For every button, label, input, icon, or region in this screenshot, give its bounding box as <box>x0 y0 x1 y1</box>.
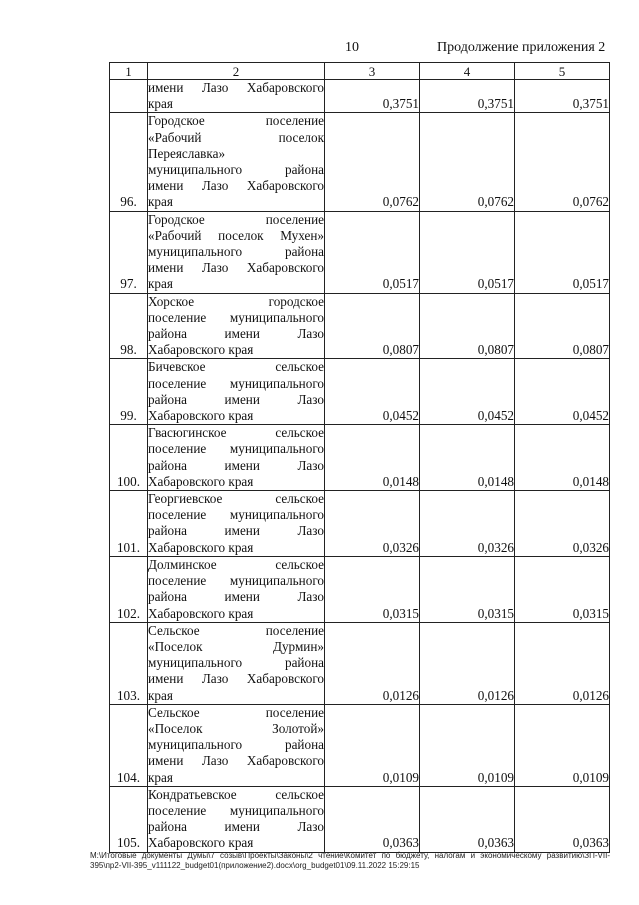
table-row <box>110 491 610 557</box>
value-col-3: 0,0109 <box>325 704 420 786</box>
settlement-name-line: «Рабочий поселок <box>148 129 324 145</box>
column-header: 2 <box>148 63 325 80</box>
settlement-name-line: Хабаровского края <box>148 408 254 424</box>
table-row <box>110 704 610 786</box>
settlement-name <box>148 293 325 359</box>
settlement-name-line: имени Лазо Хабаровского <box>148 671 324 687</box>
settlement-name <box>148 425 325 491</box>
table-row <box>110 113 610 211</box>
value-col-5: 0,0517 <box>515 211 610 293</box>
value-col-5: 0,0452 <box>515 359 610 425</box>
settlement-name-line: муниципального района <box>148 162 324 178</box>
value-col-3: 0,3751 <box>325 80 420 113</box>
value-col-3: 0,0452 <box>325 359 420 425</box>
settlement-name-line: края <box>148 276 173 292</box>
row-number: 98. <box>110 293 148 359</box>
table-row <box>110 425 610 491</box>
data-table <box>109 62 610 853</box>
row-number: 102. <box>110 556 148 622</box>
value-col-5: 0,0326 <box>515 491 610 557</box>
settlement-name-line: «Рабочий поселок Мухен» <box>148 227 324 243</box>
value-col-3: 0,0762 <box>325 113 420 211</box>
settlement-name-line: поселение муниципального <box>148 507 324 523</box>
row-number: 103. <box>110 622 148 704</box>
settlement-name <box>148 113 325 211</box>
row-number: 105. <box>110 786 148 852</box>
appendix-label: Продолжение приложения 2 <box>437 40 606 55</box>
value-col-5: 0,0148 <box>515 425 610 491</box>
settlement-name <box>148 80 325 113</box>
settlement-name <box>148 704 325 786</box>
column-header: 4 <box>420 63 515 80</box>
value-col-3: 0,0363 <box>325 786 420 852</box>
table-row <box>110 359 610 425</box>
settlement-name-line: Хабаровского края <box>148 835 254 851</box>
column-header: 1 <box>110 63 148 80</box>
value-col-3: 0,0315 <box>325 556 420 622</box>
settlement-name-line: муниципального района <box>148 244 324 260</box>
settlement-name-line: муниципального района <box>148 737 324 753</box>
value-col-3: 0,0326 <box>325 491 420 557</box>
settlement-name-line: края <box>148 194 173 210</box>
settlement-name-line: Городское поселение <box>148 211 324 227</box>
settlement-name-line: Городское поселение <box>148 113 324 129</box>
settlement-name-line: района имени Лазо <box>148 391 324 407</box>
document-path-footer: М:\Итоговые документы Думы\7 созыв\Проекты\Законы\2 чтение\Комитет по бюджету, налогам и экономическому развитию\ЗП-VII-395\пр2-VII-395_v111122_budget01(приложение2).docx\org_budget01\09.11.2022 15:29:15 <box>90 851 610 870</box>
table-row <box>110 211 610 293</box>
value-col-5: 0,0109 <box>515 704 610 786</box>
settlement-name-line: муниципального района <box>148 655 324 671</box>
value-col-4: 0,3751 <box>420 80 515 113</box>
settlement-name <box>148 622 325 704</box>
settlement-name-line: края <box>148 769 173 785</box>
settlement-name-line: Хабаровского края <box>148 342 254 358</box>
column-header: 5 <box>515 63 610 80</box>
settlement-name <box>148 491 325 557</box>
value-col-4: 0,0148 <box>420 425 515 491</box>
column-header: 3 <box>325 63 420 80</box>
value-col-3: 0,0148 <box>325 425 420 491</box>
settlement-name-line: Георгиевское сельское <box>148 491 324 507</box>
page-header <box>0 40 639 60</box>
row-number: 104. <box>110 704 148 786</box>
settlement-name-line: Бичевское сельское <box>148 359 324 375</box>
value-col-3: 0,0517 <box>325 211 420 293</box>
value-col-4: 0,0109 <box>420 704 515 786</box>
settlement-name-line: Хабаровского края <box>148 539 254 555</box>
table-body <box>110 80 610 853</box>
value-col-3: 0,0807 <box>325 293 420 359</box>
table-header-row <box>110 63 610 80</box>
value-col-5: 0,0363 <box>515 786 610 852</box>
value-col-4: 0,0126 <box>420 622 515 704</box>
settlement-name-line: края <box>148 687 173 703</box>
table-row <box>110 556 610 622</box>
settlement-name-line: Переяславка» <box>148 145 226 161</box>
settlement-name-line: имени Лазо Хабаровского <box>148 260 324 276</box>
value-col-4: 0,0807 <box>420 293 515 359</box>
value-col-4: 0,0762 <box>420 113 515 211</box>
row-number <box>110 80 148 113</box>
value-col-4: 0,0326 <box>420 491 515 557</box>
table-row <box>110 80 610 113</box>
value-col-5: 0,0315 <box>515 556 610 622</box>
settlement-name <box>148 556 325 622</box>
row-number: 100. <box>110 425 148 491</box>
settlement-name-line: Гвасюгинское сельское <box>148 425 324 441</box>
row-number: 99. <box>110 359 148 425</box>
value-col-4: 0,0452 <box>420 359 515 425</box>
settlement-name-line: края <box>148 96 173 112</box>
settlement-name-line: Сельское поселение <box>148 704 324 720</box>
settlement-name-line: Хабаровского края <box>148 605 254 621</box>
settlement-name-line: Сельское поселение <box>148 622 324 638</box>
settlement-name-line: поселение муниципального <box>148 375 324 391</box>
settlement-name-line: поселение муниципального <box>148 573 324 589</box>
table-row <box>110 293 610 359</box>
settlement-name-line: Хабаровского края <box>148 473 254 489</box>
value-col-5: 0,0126 <box>515 622 610 704</box>
row-number: 101. <box>110 491 148 557</box>
settlement-name-line: имени Лазо Хабаровского <box>148 753 324 769</box>
settlement-name-line: имени Лазо Хабаровского <box>148 178 324 194</box>
settlement-name-line: «Поселок Дурмин» <box>148 638 324 654</box>
table-row <box>110 786 610 852</box>
settlement-name-line: района имени Лазо <box>148 326 324 342</box>
row-number: 96. <box>110 113 148 211</box>
value-col-4: 0,0517 <box>420 211 515 293</box>
settlement-name-line: Долминское сельское <box>148 556 324 572</box>
value-col-3: 0,0126 <box>325 622 420 704</box>
settlement-name-line: поселение муниципального <box>148 309 324 325</box>
settlement-name-line: поселение муниципального <box>148 802 324 818</box>
value-col-4: 0,0363 <box>420 786 515 852</box>
value-col-5: 0,3751 <box>515 80 610 113</box>
settlement-name-line: имени Лазо Хабаровского <box>148 80 324 95</box>
settlement-name <box>148 359 325 425</box>
settlement-name-line: Хорское городское <box>148 293 324 309</box>
settlement-name-line: района имени Лазо <box>148 457 324 473</box>
settlement-name-line: района имени Лазо <box>148 819 324 835</box>
settlement-name <box>148 786 325 852</box>
row-number: 97. <box>110 211 148 293</box>
settlement-name-line: Кондратьевское сельское <box>148 786 324 802</box>
page-number: 10 <box>345 40 359 55</box>
settlement-name-line: района имени Лазо <box>148 523 324 539</box>
value-col-5: 0,0807 <box>515 293 610 359</box>
settlement-name-line: поселение муниципального <box>148 441 324 457</box>
settlement-name-line: «Поселок Золотой» <box>148 720 324 736</box>
value-col-5: 0,0762 <box>515 113 610 211</box>
table-row <box>110 622 610 704</box>
settlement-name-line: района имени Лазо <box>148 589 324 605</box>
settlement-name <box>148 211 325 293</box>
value-col-4: 0,0315 <box>420 556 515 622</box>
